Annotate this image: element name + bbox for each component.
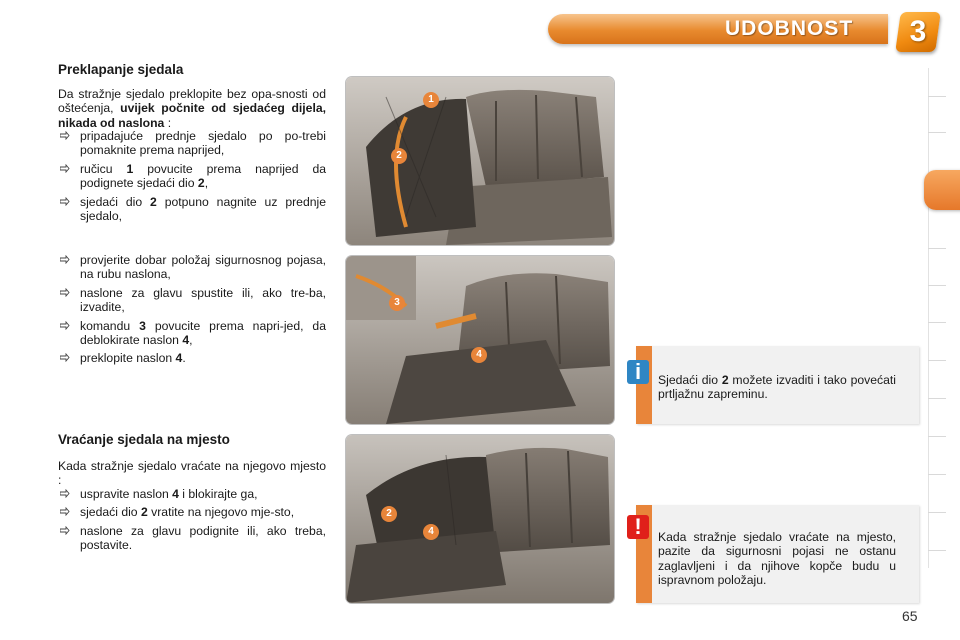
chapter-thumb-index <box>928 68 951 568</box>
pointing-hand-icon <box>60 255 70 264</box>
chapter-title: UDOBNOST <box>725 17 854 40</box>
seat-return-illustration <box>346 435 614 603</box>
fold-intro: Da stražnje sjedalo preklopite bez opa-snosti od oštećenja, uvijek počnite od sjedaćeg dijela, nikada od naslona : <box>58 87 326 130</box>
callout-label: 2 <box>386 508 392 519</box>
thumb-divider <box>928 398 946 399</box>
callout-label: 4 <box>428 526 434 537</box>
pointing-hand-icon <box>60 131 70 140</box>
thumb-divider <box>928 360 946 361</box>
page-number: 65 <box>902 608 918 624</box>
pointing-hand-icon <box>60 164 70 173</box>
callout-label: 3 <box>394 297 400 308</box>
section-title-fold: Preklapanje sjedala <box>58 62 184 77</box>
pointing-hand-icon <box>60 507 70 516</box>
thumb-divider <box>928 132 946 133</box>
thumb-divider <box>928 248 946 249</box>
list-item: komandu 3 povucite prema napri-jed, da deblokirate naslon 4, <box>58 319 326 348</box>
list-item: sjedaći dio 2 potpuno nagnite uz prednje sjedalo, <box>58 195 326 224</box>
warning-icon: ! <box>627 515 649 539</box>
thumb-divider <box>928 285 946 286</box>
warning-note-text: Kada stražnje sjedalo vraćate na mjesto, pazite da sigurnosni pojasi ne ostanu zaglavljeni i da njihove kopče budu u ispravnom položaju. <box>658 530 896 588</box>
info-note-text: Sjedaći dio 2 možete izvaditi i tako povećati prtljažnu zapreminu. <box>658 373 896 402</box>
thumb-divider <box>928 96 946 97</box>
thumb-divider <box>928 436 946 437</box>
chapter-number: 3 <box>909 15 927 48</box>
list-item: preklopite naslon 4. <box>58 351 326 365</box>
list-item: pripadajuće prednje sjedalo po po-trebi pomaknite prema naprijed, <box>58 129 326 158</box>
list-item: naslone za glavu spustite ili, ako tre-ba, izvadite, <box>58 286 326 315</box>
seat-fold-illustration-1 <box>346 77 614 245</box>
thumb-tab-current-chapter[interactable] <box>924 170 960 210</box>
thumb-divider <box>928 512 946 513</box>
callout-label: 4 <box>476 349 482 360</box>
pointing-hand-icon <box>60 526 70 535</box>
list-item: provjerite dobar položaj sigurnosnog pojasa, na rubu naslona, <box>58 253 326 282</box>
return-intro: Kada stražnje sjedalo vraćate na njegovo mjesto : <box>58 459 326 488</box>
callout-label: 1 <box>428 94 434 105</box>
seat-fold-illustration-2 <box>346 256 614 424</box>
list-item: uspravite naslon 4 i blokirajte ga, <box>58 487 326 501</box>
return-steps <box>58 487 326 557</box>
fold-steps-a <box>58 129 326 227</box>
pointing-hand-icon <box>60 321 70 330</box>
pointing-hand-icon <box>60 288 70 297</box>
thumb-divider <box>928 550 946 551</box>
info-icon: i <box>627 360 649 384</box>
pointing-hand-icon <box>60 489 70 498</box>
pointing-hand-icon <box>60 197 70 206</box>
callout-label: 2 <box>396 150 402 161</box>
pointing-hand-icon <box>60 353 70 362</box>
fold-steps-b <box>58 253 326 370</box>
thumb-divider <box>928 322 946 323</box>
list-item: sjedaći dio 2 vratite na njegovo mje-sto, <box>58 505 326 519</box>
thumb-divider <box>928 474 946 475</box>
section-title-return: Vraćanje sjedala na mjesto <box>58 432 230 447</box>
list-item: ručicu 1 povucite prema naprijed da podignete sjedaći dio 2, <box>58 162 326 191</box>
list-item: naslone za glavu podignite ili, ako treba, postavite. <box>58 524 326 553</box>
